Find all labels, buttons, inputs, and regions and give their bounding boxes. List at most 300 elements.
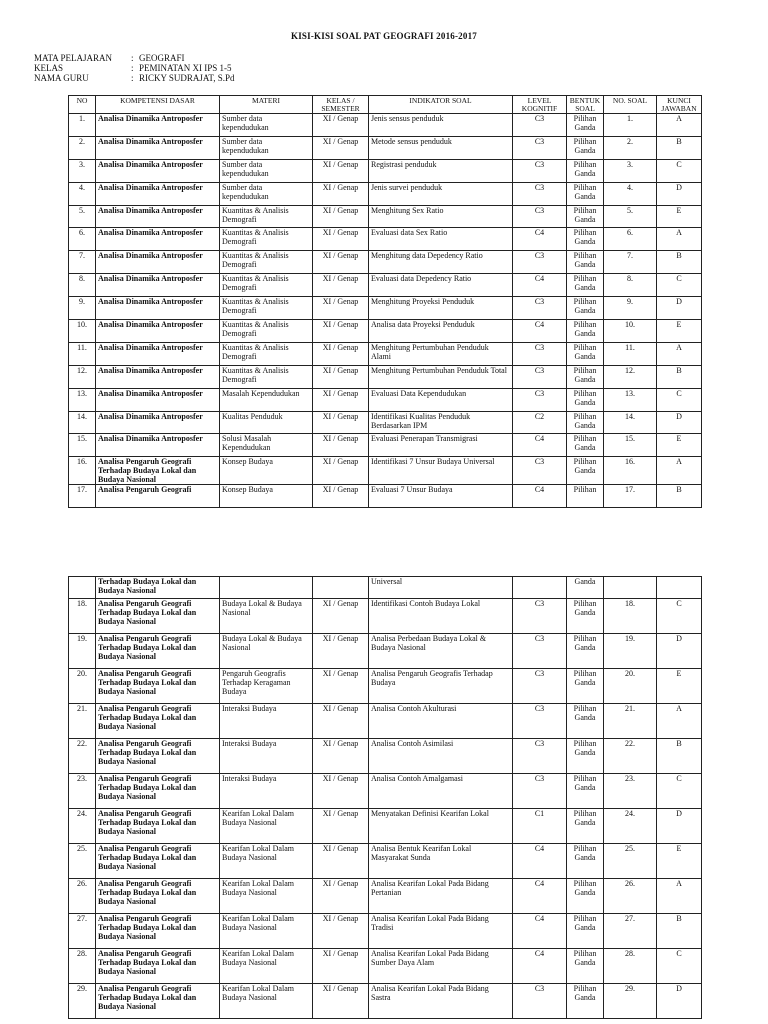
cell-materi: Kearifan Lokal Dalam Budaya Nasional bbox=[220, 879, 313, 914]
cell-no-soal: 23. bbox=[604, 774, 657, 809]
cell-kompetensi: Analisa Dinamika Antroposfer bbox=[96, 182, 220, 205]
cell-bentuk: Pilihan Ganda bbox=[567, 844, 604, 879]
cell-kunci: A bbox=[657, 342, 702, 365]
cell-no: 21. bbox=[69, 704, 96, 739]
cell-kunci: A bbox=[657, 228, 702, 251]
cell-no: 19. bbox=[69, 634, 96, 669]
cell-kelas: XI / Genap bbox=[313, 914, 369, 949]
cell-indikator: Menghitung data Depedency Ratio bbox=[369, 251, 513, 274]
column-header-indikator: INDIKATOR SOAL bbox=[369, 96, 513, 114]
cell-bentuk: Pilihan Ganda bbox=[567, 774, 604, 809]
cell-materi: Sumber data kependudukan bbox=[220, 159, 313, 182]
cell-no-soal: 24. bbox=[604, 809, 657, 844]
cell-no: 1. bbox=[69, 114, 96, 137]
cell-level: C3 bbox=[513, 205, 567, 228]
cell-indikator: Menghitung Proyeksi Penduduk bbox=[369, 297, 513, 320]
cell-kelas: XI / Genap bbox=[313, 342, 369, 365]
cell-level: C4 bbox=[513, 434, 567, 457]
cell-no: 25. bbox=[69, 844, 96, 879]
cell-materi: Kuantitas & Analisis Demografi bbox=[220, 320, 313, 343]
cell-level: C3 bbox=[513, 159, 567, 182]
cell-level: C3 bbox=[513, 251, 567, 274]
column-header-materi: MATERI bbox=[220, 96, 313, 114]
cell-materi: Kualitas Penduduk bbox=[220, 411, 313, 434]
cell-kompetensi: Analisa Dinamika Antroposfer bbox=[96, 320, 220, 343]
grid-table-page-2 bbox=[68, 576, 702, 1019]
cell-kunci: E bbox=[657, 669, 702, 704]
cell-kunci: D bbox=[657, 984, 702, 1019]
cell-no-soal: 15. bbox=[604, 434, 657, 457]
grid-table-page-1 bbox=[68, 95, 702, 508]
cell-kelas: XI / Genap bbox=[313, 182, 369, 205]
cell-indikator: Analisa Contoh Asimilasi bbox=[369, 739, 513, 774]
cell-level: C2 bbox=[513, 411, 567, 434]
cell-materi: Kearifan Lokal Dalam Budaya Nasional bbox=[220, 844, 313, 879]
cell-kelas: XI / Genap bbox=[313, 228, 369, 251]
cell-kelas: XI / Genap bbox=[313, 485, 369, 508]
cell-no: 2. bbox=[69, 136, 96, 159]
cell-materi: Kuantitas & Analisis Demografi bbox=[220, 365, 313, 388]
cell-level: C4 bbox=[513, 949, 567, 984]
cell-no: 8. bbox=[69, 274, 96, 297]
table-row bbox=[69, 159, 702, 182]
cell-no-soal: 12. bbox=[604, 365, 657, 388]
cell-kompetensi: Analisa Dinamika Antroposfer bbox=[96, 411, 220, 434]
cell-materi: Kuantitas & Analisis Demografi bbox=[220, 297, 313, 320]
column-header-bentuk: BENTUK SOAL bbox=[567, 96, 604, 114]
column-header-no: NO bbox=[69, 96, 96, 114]
cell-kompetensi: Analisa Pengaruh Geografi Terhadap Budaya Lokal dan Budaya Nasional bbox=[96, 634, 220, 669]
table-row bbox=[69, 297, 702, 320]
cell-indikator: Identifikasi Kualitas Penduduk Berdasarkan IPM bbox=[369, 411, 513, 434]
cell-materi: Kearifan Lokal Dalam Budaya Nasional bbox=[220, 914, 313, 949]
cell-bentuk: Pilihan Ganda bbox=[567, 739, 604, 774]
cell-level: C1 bbox=[513, 809, 567, 844]
cell-kompetensi: Analisa Dinamika Antroposfer bbox=[96, 228, 220, 251]
column-header-no-soal: NO. SOAL bbox=[604, 96, 657, 114]
table-row bbox=[69, 320, 702, 343]
cell-bentuk: Pilihan Ganda bbox=[567, 809, 604, 844]
cell-kelas bbox=[313, 577, 369, 599]
cell-indikator: Analisa Kearifan Lokal Pada Bidang Sumber Daya Alam bbox=[369, 949, 513, 984]
cell-no: 5. bbox=[69, 205, 96, 228]
cell-kompetensi: Analisa Pengaruh Geografi Terhadap Budaya Lokal dan Budaya Nasional bbox=[96, 879, 220, 914]
cell-level: C3 bbox=[513, 739, 567, 774]
cell-indikator: Analisa Kearifan Lokal Pada Bidang Pertanian bbox=[369, 879, 513, 914]
cell-kunci: A bbox=[657, 879, 702, 914]
cell-kelas: XI / Genap bbox=[313, 634, 369, 669]
cell-indikator: Analisa Kearifan Lokal Pada Bidang Tradisi bbox=[369, 914, 513, 949]
table-row bbox=[69, 634, 702, 669]
cell-level: C3 bbox=[513, 704, 567, 739]
cell-indikator: Jenis survei penduduk bbox=[369, 182, 513, 205]
cell-kelas: XI / Genap bbox=[313, 251, 369, 274]
table-row bbox=[69, 457, 702, 485]
cell-kelas: XI / Genap bbox=[313, 205, 369, 228]
cell-bentuk: Pilihan Ganda bbox=[567, 634, 604, 669]
column-header-level: LEVEL KOGNITIF bbox=[513, 96, 567, 114]
cell-no-soal: 27. bbox=[604, 914, 657, 949]
cell-kelas: XI / Genap bbox=[313, 297, 369, 320]
cell-kompetensi: Analisa Pengaruh Geografi Terhadap Budaya Lokal dan Budaya Nasional bbox=[96, 704, 220, 739]
table-row bbox=[69, 704, 702, 739]
cell-kompetensi: Analisa Pengaruh Geografi Terhadap Budaya Lokal dan Budaya Nasional bbox=[96, 809, 220, 844]
cell-no: 6. bbox=[69, 228, 96, 251]
cell-indikator: Menghitung Pertumbuhan Penduduk Total bbox=[369, 365, 513, 388]
cell-kelas: XI / Genap bbox=[313, 984, 369, 1019]
cell-no: 18. bbox=[69, 599, 96, 634]
cell-kompetensi: Analisa Dinamika Antroposfer bbox=[96, 297, 220, 320]
cell-no: 16. bbox=[69, 457, 96, 485]
cell-level: C4 bbox=[513, 274, 567, 297]
cell-no-soal: 21. bbox=[604, 704, 657, 739]
table-row bbox=[69, 365, 702, 388]
cell-level: C3 bbox=[513, 182, 567, 205]
cell-no: 11. bbox=[69, 342, 96, 365]
cell-no: 26. bbox=[69, 879, 96, 914]
cell-indikator: Evaluasi 7 Unsur Budaya bbox=[369, 485, 513, 508]
cell-kunci: C bbox=[657, 949, 702, 984]
cell-kunci: B bbox=[657, 136, 702, 159]
cell-level: C3 bbox=[513, 114, 567, 137]
cell-no: 9. bbox=[69, 297, 96, 320]
cell-materi: Kearifan Lokal Dalam Budaya Nasional bbox=[220, 984, 313, 1019]
cell-no: 15. bbox=[69, 434, 96, 457]
cell-indikator: Universal bbox=[369, 577, 513, 599]
cell-indikator: Analisa Contoh Amalgamasi bbox=[369, 774, 513, 809]
cell-kunci: E bbox=[657, 844, 702, 879]
cell-no-soal: 16. bbox=[604, 457, 657, 485]
cell-no-soal bbox=[604, 577, 657, 599]
cell-no: 13. bbox=[69, 388, 96, 411]
cell-level: C3 bbox=[513, 365, 567, 388]
cell-no-soal: 14. bbox=[604, 411, 657, 434]
cell-kelas: XI / Genap bbox=[313, 844, 369, 879]
cell-no-soal: 13. bbox=[604, 388, 657, 411]
column-header-kelas: KELAS / SEMESTER bbox=[313, 96, 369, 114]
cell-no-soal: 4. bbox=[604, 182, 657, 205]
cell-level bbox=[513, 577, 567, 599]
cell-kunci: D bbox=[657, 809, 702, 844]
cell-materi: Interaksi Budaya bbox=[220, 739, 313, 774]
cell-materi: Pengaruh Geografis Terhadap Keragaman Budaya bbox=[220, 669, 313, 704]
cell-materi: Kuantitas & Analisis Demografi bbox=[220, 205, 313, 228]
table-row bbox=[69, 485, 702, 508]
cell-kunci: A bbox=[657, 114, 702, 137]
cell-materi: Kearifan Lokal Dalam Budaya Nasional bbox=[220, 809, 313, 844]
cell-kelas: XI / Genap bbox=[313, 669, 369, 704]
cell-indikator: Jenis sensus penduduk bbox=[369, 114, 513, 137]
table-body-page-1 bbox=[69, 114, 702, 508]
meta-label: MATA PELAJARAN bbox=[34, 53, 113, 63]
cell-kelas: XI / Genap bbox=[313, 434, 369, 457]
cell-indikator: Identifikasi 7 Unsur Budaya Universal bbox=[369, 457, 513, 485]
table-row bbox=[69, 342, 702, 365]
table-row bbox=[69, 114, 702, 137]
cell-level: C4 bbox=[513, 914, 567, 949]
cell-no-soal: 11. bbox=[604, 342, 657, 365]
meta-colon: : bbox=[131, 53, 134, 63]
cell-materi: Budaya Lokal & Budaya Nasional bbox=[220, 634, 313, 669]
cell-kelas: XI / Genap bbox=[313, 320, 369, 343]
cell-kelas: XI / Genap bbox=[313, 457, 369, 485]
cell-kelas: XI / Genap bbox=[313, 949, 369, 984]
cell-kompetensi: Analisa Pengaruh Geografi Terhadap Budaya Lokal dan Budaya Nasional bbox=[96, 457, 220, 485]
meta-label: NAMA GURU bbox=[34, 73, 89, 83]
cell-kunci: E bbox=[657, 205, 702, 228]
cell-materi: Kuantitas & Analisis Demografi bbox=[220, 274, 313, 297]
cell-no-soal: 20. bbox=[604, 669, 657, 704]
cell-no: 12. bbox=[69, 365, 96, 388]
meta-colon: : bbox=[131, 73, 134, 83]
cell-kelas: XI / Genap bbox=[313, 274, 369, 297]
meta-label: KELAS bbox=[34, 63, 63, 73]
meta-value: GEOGRAFI bbox=[139, 53, 185, 63]
cell-level: C3 bbox=[513, 342, 567, 365]
cell-no: 3. bbox=[69, 159, 96, 182]
cell-indikator: Evaluasi data Sex Ratio bbox=[369, 228, 513, 251]
column-header-kunci: KUNCI JAWABAN bbox=[657, 96, 702, 114]
meta-value: RICKY SUDRAJAT, S.Pd bbox=[139, 73, 235, 83]
cell-bentuk: Pilihan Ganda bbox=[567, 182, 604, 205]
cell-kompetensi: Analisa Dinamika Antroposfer bbox=[96, 136, 220, 159]
cell-level: C4 bbox=[513, 879, 567, 914]
cell-bentuk: Pilihan Ganda bbox=[567, 136, 604, 159]
cell-kompetensi: Analisa Dinamika Antroposfer bbox=[96, 274, 220, 297]
cell-kelas: XI / Genap bbox=[313, 365, 369, 388]
cell-no: 28. bbox=[69, 949, 96, 984]
cell-bentuk: Pilihan Ganda bbox=[567, 114, 604, 137]
cell-level: C3 bbox=[513, 634, 567, 669]
cell-no: 14. bbox=[69, 411, 96, 434]
cell-no bbox=[69, 577, 96, 599]
cell-no-soal: 26. bbox=[604, 879, 657, 914]
cell-indikator: Analisa data Proyeksi Penduduk bbox=[369, 320, 513, 343]
cell-bentuk: Pilihan Ganda bbox=[567, 205, 604, 228]
table-row bbox=[69, 669, 702, 704]
cell-bentuk: Pilihan Ganda bbox=[567, 984, 604, 1019]
cell-indikator: Analisa Perbedaan Budaya Lokal & Budaya Nasional bbox=[369, 634, 513, 669]
cell-indikator: Analisa Bentuk Kearifan Lokal Masyarakat Sunda bbox=[369, 844, 513, 879]
cell-bentuk: Pilihan Ganda bbox=[567, 320, 604, 343]
cell-kelas: XI / Genap bbox=[313, 599, 369, 634]
cell-kunci: A bbox=[657, 457, 702, 485]
cell-kompetensi: Analisa Dinamika Antroposfer bbox=[96, 205, 220, 228]
cell-materi: Solusi Masalah Kependudukan bbox=[220, 434, 313, 457]
cell-materi: Kuantitas & Analisis Demografi bbox=[220, 342, 313, 365]
cell-no: 17. bbox=[69, 485, 96, 508]
cell-kelas: XI / Genap bbox=[313, 809, 369, 844]
cell-kunci: D bbox=[657, 182, 702, 205]
table-row bbox=[69, 739, 702, 774]
cell-materi: Kuantitas & Analisis Demografi bbox=[220, 228, 313, 251]
cell-indikator: Metode sensus penduduk bbox=[369, 136, 513, 159]
cell-kompetensi: Analisa Pengaruh Geografi Terhadap Budaya Lokal dan Budaya Nasional bbox=[96, 914, 220, 949]
cell-materi: Kearifan Lokal Dalam Budaya Nasional bbox=[220, 949, 313, 984]
cell-kompetensi: Analisa Dinamika Antroposfer bbox=[96, 342, 220, 365]
meta-row-teacher bbox=[34, 73, 235, 83]
document-page-2 bbox=[0, 540, 768, 1024]
cell-level: C4 bbox=[513, 228, 567, 251]
cell-kelas: XI / Genap bbox=[313, 704, 369, 739]
cell-no-soal: 5. bbox=[604, 205, 657, 228]
cell-kunci: B bbox=[657, 485, 702, 508]
cell-kompetensi: Analisa Pengaruh Geografi Terhadap Budaya Lokal dan Budaya Nasional bbox=[96, 844, 220, 879]
cell-kunci: C bbox=[657, 274, 702, 297]
table-row bbox=[69, 914, 702, 949]
cell-kelas: XI / Genap bbox=[313, 114, 369, 137]
cell-kompetensi: Analisa Pengaruh Geografi Terhadap Budaya Lokal dan Budaya Nasional bbox=[96, 774, 220, 809]
cell-kunci: B bbox=[657, 739, 702, 774]
cell-bentuk: Pilihan Ganda bbox=[567, 704, 604, 739]
table-row bbox=[69, 599, 702, 634]
cell-kunci: C bbox=[657, 774, 702, 809]
cell-kompetensi: Analisa Dinamika Antroposfer bbox=[96, 365, 220, 388]
cell-indikator: Evaluasi Data Kependudukan bbox=[369, 388, 513, 411]
cell-kunci: B bbox=[657, 365, 702, 388]
cell-bentuk: Pilihan Ganda bbox=[567, 879, 604, 914]
table-row bbox=[69, 411, 702, 434]
meta-row-class bbox=[34, 63, 235, 73]
cell-no-soal: 10. bbox=[604, 320, 657, 343]
cell-bentuk: Pilihan Ganda bbox=[567, 434, 604, 457]
cell-no-soal: 2. bbox=[604, 136, 657, 159]
cell-bentuk: Pilihan Ganda bbox=[567, 365, 604, 388]
cell-kompetensi: Analisa Pengaruh Geografi Terhadap Budaya Lokal dan Budaya Nasional bbox=[96, 739, 220, 774]
cell-kunci: E bbox=[657, 434, 702, 457]
cell-indikator: Analisa Contoh Akulturasi bbox=[369, 704, 513, 739]
cell-bentuk: Pilihan bbox=[567, 485, 604, 508]
cell-bentuk: Pilihan Ganda bbox=[567, 342, 604, 365]
cell-kompetensi: Analisa Dinamika Antroposfer bbox=[96, 251, 220, 274]
table-row bbox=[69, 844, 702, 879]
cell-no-soal: 22. bbox=[604, 739, 657, 774]
cell-no-soal: 17. bbox=[604, 485, 657, 508]
cell-kompetensi: Analisa Dinamika Antroposfer bbox=[96, 114, 220, 137]
cell-kunci: B bbox=[657, 251, 702, 274]
cell-no-soal: 9. bbox=[604, 297, 657, 320]
cell-no-soal: 19. bbox=[604, 634, 657, 669]
cell-kompetensi: Analisa Dinamika Antroposfer bbox=[96, 388, 220, 411]
cell-bentuk: Pilihan Ganda bbox=[567, 159, 604, 182]
page-gap bbox=[0, 520, 768, 540]
cell-no-soal: 3. bbox=[604, 159, 657, 182]
table-row bbox=[69, 949, 702, 984]
cell-kompetensi: Analisa Pengaruh Geografi Terhadap Budaya Lokal dan Budaya Nasional bbox=[96, 669, 220, 704]
cell-no-soal: 6. bbox=[604, 228, 657, 251]
cell-level: C3 bbox=[513, 136, 567, 159]
table-row bbox=[69, 251, 702, 274]
cell-indikator: Menghitung Sex Ratio bbox=[369, 205, 513, 228]
cell-no: 7. bbox=[69, 251, 96, 274]
cell-indikator: Identifikasi Contoh Budaya Lokal bbox=[369, 599, 513, 634]
meta-value: PEMINATAN XI IPS 1-5 bbox=[139, 63, 232, 73]
cell-kunci: C bbox=[657, 159, 702, 182]
cell-materi: Masalah Kependudukan bbox=[220, 388, 313, 411]
cell-bentuk: Pilihan Ganda bbox=[567, 388, 604, 411]
meta-row-subject bbox=[34, 53, 235, 63]
cell-no: 20. bbox=[69, 669, 96, 704]
cell-bentuk: Pilihan Ganda bbox=[567, 914, 604, 949]
table-row bbox=[69, 388, 702, 411]
cell-level: C4 bbox=[513, 485, 567, 508]
cell-no-soal: 28. bbox=[604, 949, 657, 984]
table-row bbox=[69, 228, 702, 251]
cell-level: C4 bbox=[513, 320, 567, 343]
table-row bbox=[69, 182, 702, 205]
cell-indikator: Evaluasi data Depedency Ratio bbox=[369, 274, 513, 297]
cell-no: 23. bbox=[69, 774, 96, 809]
cell-level: C3 bbox=[513, 297, 567, 320]
cell-materi: Sumber data kependudukan bbox=[220, 114, 313, 137]
cell-kompetensi: Analisa Pengaruh Geografi Terhadap Budaya Lokal dan Budaya Nasional bbox=[96, 599, 220, 634]
cell-bentuk: Pilihan Ganda bbox=[567, 599, 604, 634]
cell-indikator: Registrasi penduduk bbox=[369, 159, 513, 182]
cell-no-soal: 8. bbox=[604, 274, 657, 297]
cell-indikator: Evaluasi Penerapan Transmigrasi bbox=[369, 434, 513, 457]
cell-level: C3 bbox=[513, 599, 567, 634]
cell-indikator: Analisa Pengaruh Geografis Terhadap Budaya bbox=[369, 669, 513, 704]
cell-bentuk: Pilihan Ganda bbox=[567, 251, 604, 274]
table-row bbox=[69, 136, 702, 159]
cell-kelas: XI / Genap bbox=[313, 879, 369, 914]
cell-bentuk: Pilihan Ganda bbox=[567, 411, 604, 434]
table-row bbox=[69, 205, 702, 228]
cell-bentuk: Ganda bbox=[567, 577, 604, 599]
table-row bbox=[69, 434, 702, 457]
cell-kompetensi: Analisa Dinamika Antroposfer bbox=[96, 159, 220, 182]
table-row bbox=[69, 984, 702, 1019]
cell-bentuk: Pilihan Ganda bbox=[567, 228, 604, 251]
table-row bbox=[69, 879, 702, 914]
cell-level: C3 bbox=[513, 388, 567, 411]
table-row bbox=[69, 809, 702, 844]
cell-materi: Sumber data kependudukan bbox=[220, 136, 313, 159]
cell-kunci bbox=[657, 577, 702, 599]
cell-kompetensi: Analisa Pengaruh Geografi Terhadap Budaya Lokal dan Budaya Nasional bbox=[96, 984, 220, 1019]
cell-kunci: D bbox=[657, 411, 702, 434]
cell-materi: Sumber data kependudukan bbox=[220, 182, 313, 205]
cell-no: 4. bbox=[69, 182, 96, 205]
cell-level: C3 bbox=[513, 984, 567, 1019]
cell-kunci: C bbox=[657, 599, 702, 634]
cell-no: 10. bbox=[69, 320, 96, 343]
cell-kelas: XI / Genap bbox=[313, 774, 369, 809]
cell-kelas: XI / Genap bbox=[313, 739, 369, 774]
cell-no: 27. bbox=[69, 914, 96, 949]
cell-indikator: Analisa Kearifan Lokal Pada Bidang Sastra bbox=[369, 984, 513, 1019]
cell-bentuk: Pilihan Ganda bbox=[567, 949, 604, 984]
cell-level: C3 bbox=[513, 774, 567, 809]
cell-no: 29. bbox=[69, 984, 96, 1019]
cell-materi: Budaya Lokal & Budaya Nasional bbox=[220, 599, 313, 634]
table-row bbox=[69, 577, 702, 599]
cell-bentuk: Pilihan Ganda bbox=[567, 274, 604, 297]
cell-indikator: Menghitung Pertumbuhan Penduduk Alami bbox=[369, 342, 513, 365]
cell-kompetensi: Terhadap Budaya Lokal dan Budaya Nasional bbox=[96, 577, 220, 599]
cell-kelas: XI / Genap bbox=[313, 136, 369, 159]
cell-materi bbox=[220, 577, 313, 599]
cell-kompetensi: Analisa Dinamika Antroposfer bbox=[96, 434, 220, 457]
table-body-page-2 bbox=[69, 577, 702, 1019]
document-title: KISI-KISI SOAL PAT GEOGRAFI 2016-2017 bbox=[291, 31, 477, 41]
cell-level: C3 bbox=[513, 457, 567, 485]
cell-kunci: A bbox=[657, 704, 702, 739]
cell-no-soal: 25. bbox=[604, 844, 657, 879]
cell-no: 24. bbox=[69, 809, 96, 844]
cell-materi: Interaksi Budaya bbox=[220, 704, 313, 739]
cell-materi: Interaksi Budaya bbox=[220, 774, 313, 809]
